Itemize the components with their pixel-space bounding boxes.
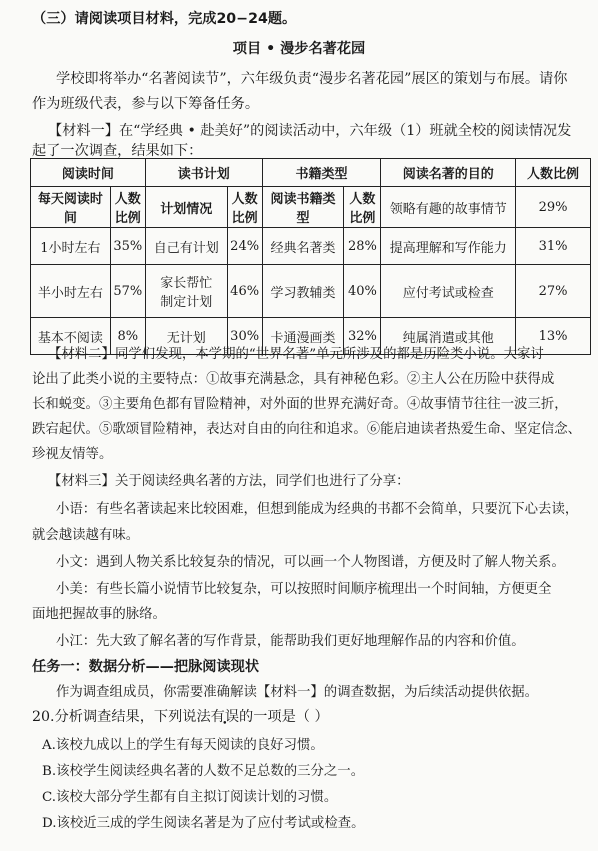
table-cell: 24% — [227, 228, 262, 265]
subheader-daily-time: 每天阅读时间 — [31, 187, 111, 228]
table-cell: 13% — [516, 318, 591, 355]
material1-line-2: 起了一次调查，结果如下： — [32, 143, 203, 159]
material2-line-1: 【材料二】同学们发现，本学期的“世界名著”单元所涉及的都是历险类小说。大家讨 — [48, 347, 544, 362]
header-reading-time: 阅读时间 — [31, 159, 146, 187]
material2-line-4: 跌宕起伏。⑤歌颂冒险精神，表达对自由的向往和追求。⑥能启迪读者热爱生命、坚定信念、 — [32, 422, 582, 437]
material3-line-5: 面地把握故事的脉络。 — [32, 607, 166, 622]
table-cell: 半小时左右 — [31, 265, 111, 318]
subheader-plan-status: 计划情况 — [145, 187, 227, 228]
material3-line-3: 小文：遇到人物关系比较复杂的情况，可以画一个人物图谱，方便及时了解人物关系。 — [56, 555, 565, 570]
question-stem-emphasis: 有误 — [210, 709, 240, 725]
material3-line-4: 小美：有些长篇小说情节比较复杂，可以按照时间顺序梳理出一个时间轴，方便更全 — [56, 582, 552, 597]
table-cell: 学习教辅类 — [262, 265, 344, 318]
table-cell: 无计划 — [145, 318, 227, 355]
header-reading-plan: 读书计划 — [145, 159, 262, 187]
header-book-type: 书籍类型 — [262, 159, 381, 187]
table-cell: 家长帮忙制定计划 — [145, 265, 227, 318]
question-stem-prefix: 20.分析调查结果，下列说法 — [32, 709, 211, 725]
intro-line-1: 学校即将举办“名著阅读节”，六年级负责“漫步名著花园”展区的策划与布展。请你 — [56, 71, 568, 87]
section-heading: （三）请阅读项目材料，完成20−24题。 — [32, 11, 297, 27]
material3-line-6: 小江：先大致了解名著的写作背景，能帮助我们更好地理解作品的内容和价值。 — [56, 634, 525, 649]
table-cell: 46% — [227, 265, 262, 318]
table-cell: 27% — [516, 265, 591, 318]
material2-line-2: 论出了此类小说的主要特点：①故事充满悬念，具有神秘色彩。②主人公在历险中获得成 — [32, 372, 555, 387]
material3-line-1: 小语：有些名著读起来比较困难，但想到能成为经典的书都不会简单，只要沉下心去读， — [56, 502, 579, 517]
table-cell: 经典名著类 — [262, 228, 344, 265]
table-cell: 35% — [110, 228, 145, 265]
table-cell: 40% — [344, 265, 381, 318]
survey-table — [30, 158, 591, 355]
subheader-ratio: 人数比例 — [344, 187, 381, 228]
question-stem-suffix: 的一项是（ ） — [239, 709, 329, 725]
table-cell: 28% — [344, 228, 381, 265]
subheader-ratio: 人数比例 — [110, 187, 145, 228]
purpose-cell: 领略有趣的故事情节 — [381, 187, 516, 228]
table-cell: 30% — [227, 318, 262, 355]
material1-line-1: 【材料一】在“学经典 • 赴美好”的阅读活动中，六年级（1）班就全校的阅读情况发 — [48, 123, 572, 139]
option-d[interactable]: D.该校近三成的学生阅读名著是为了应付考试或检查。 — [42, 816, 365, 831]
option-b[interactable]: B.该校学生阅读经典名著的人数不足总数的三分之一。 — [42, 764, 365, 779]
table-cell: 卡通漫画类 — [262, 318, 344, 355]
subheader-book-type: 阅读书籍类型 — [262, 187, 344, 228]
table-cell: 基本不阅读 — [31, 318, 111, 355]
table-cell: 31% — [516, 228, 591, 265]
table-cell: 应付考试或检查 — [381, 265, 516, 318]
task1-desc: 作为调查组成员，你需要准确解读【材料一】的调查数据，为后续活动提供依据。 — [56, 685, 539, 700]
material2-line-5: 珍视友情等。 — [32, 447, 113, 462]
subheader-ratio: 人数比例 — [227, 187, 262, 228]
header-percentage: 人数比例 — [516, 159, 591, 187]
intro-line-2: 作为班级代表，参与以下筹备任务。 — [32, 96, 260, 112]
table-cell: 57% — [110, 265, 145, 318]
header-reading-purpose: 阅读名著的目的 — [381, 159, 516, 187]
question-20-stem — [32, 706, 329, 726]
table-cell: 32% — [344, 318, 381, 355]
material2-line-3: 长和蜕变。③主要角色都有冒险精神，对外面的世界充满好奇。④故事情节往往一波三折， — [32, 397, 568, 412]
table-cell: 提高理解和写作能力 — [381, 228, 516, 265]
table-cell: 1小时左右 — [31, 228, 111, 265]
project-title: 项目 • 漫步名著花园 — [232, 41, 366, 57]
material3-line-2: 就会越读越有味。 — [32, 528, 140, 543]
table-cell: 自己有计划 — [145, 228, 227, 265]
percentage-cell: 29% — [516, 187, 591, 228]
material3-intro: 【材料三】关于阅读经典名著的方法，同学们也进行了分享： — [48, 474, 410, 489]
table-cell: 8% — [110, 318, 145, 355]
option-a[interactable]: A.该校九成以上的学生有每天阅读的良好习惯。 — [42, 738, 324, 753]
table-cell: 纯属消遣或其他 — [381, 318, 516, 355]
option-c[interactable]: C.该校大部分学生都有自主拟订阅读计划的习惯。 — [42, 790, 338, 805]
task1-title: 任务一：数据分析——把脉阅读现状 — [32, 659, 260, 675]
